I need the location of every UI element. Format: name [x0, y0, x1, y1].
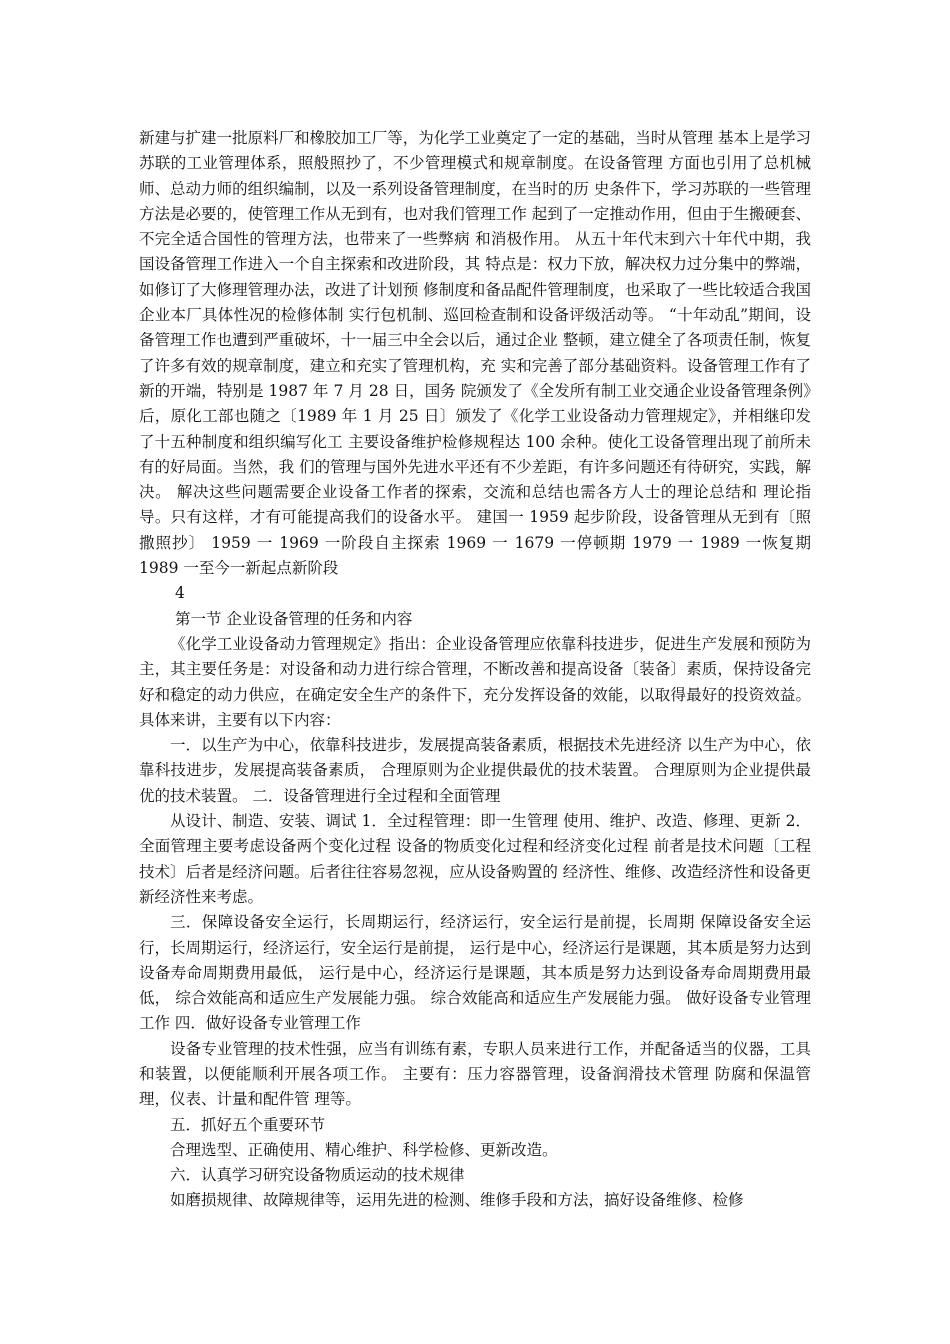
intro-paragraph: 新建与扩建一批原料厂和橡胶加工厂等，为化学工业奠定了一定的基础，当时从管理 基本上是学习苏联的工业管理体系，照般照抄了，不少管理模式和规章制度。在设备管理 方面也引用了总机械师、总动力师的组织编制，以及一系列设备管理制度，在当时的历 史条件下，学习苏联的一些管理方法是必要的，使管理工作从无到有，也对我们管理工作 起到了一定推动作用，但由于生搬硬套、不完全适合国性的管理方法，也带来了一些弊病 和消极作用。 从五十年代末到六十年代中期，我国设备管理工作进入一个自主探索和改进阶段，其 特点是：权力下放，解决权力过分集中的弊端，如修订了大修理管理办法，改进了计划预 修制度和备品配件管理制度，也采取了一些比较适合我国企业本厂具体性况的检修体制 实行包机制、巡回检查制和设备评级活动等。 “十年动乱”期间，设备管理工作也遭到严重破坏，十一届三中全会以后，通过企业 整顿，建立健全了各项责任制，恢复了许多有效的规章制度，建立和充实了管理机构，充 实和完善了部分基础资料。设备管理工作有了新的开端，特别是 1987 年 7 月 28 日，国务 院颁发了《全发所有制工业交通企业设备管理条例》后，原化工部也随之〔1989 年 1 月 25 日〕颁发了《化学工业设备动力管理规定》，并相继印发了十五种制度和组织编写化工 主要设备维护检修规程达 100 余种。使化工设备管理出现了前所未有的好局面。当然，我 们的管理与国外先进水平还有不少差距，有许多问题还有待研究，实践，解决。 解决这些问题需要企业设备工作者的探索，交流和总结也需各方人士的理论总结和 理论指导。只有这样，才有可能提高我们的设备水平。 建国一 1959 起步阶段，设备管理从无到有〔照撒照抄〕 1959 一 1969 一阶段自主探索 1969 一 1679 一停顿期 1979 一 1989 一恢复期 1989 一至今一新起点新阶段: [139, 129, 811, 578]
item-3-paragraph: 三．保障设备安全运行，长周期运行，经济运行，安全运行是前提，长周期 保障设备安全运行，长周期运行，经济运行，安全运行是前提， 运行是中心，经济运行是课题，其本质是努力达到设备寿命周期费用最低， 运行是中心，经济运行是课题，其本质是努力达到设备寿命周期费用最低， 综合效能高和适应生产发展能力强。 综合效能高和适应生产发展能力强。 做好设备专业管理工作 四．做好设备专业管理工作: [139, 913, 811, 1033]
item-6-title: 六．认真学习研究设备物质运动的技术规律: [170, 1166, 465, 1185]
document-page: [139, 126, 811, 1214]
item-4-body: 设备专业管理的技术性强，应当有训练有素，专职人员来进行工作，并配备适当的仪器，工具和装置，以便能顺利开展各项工作。 主要有：压力容器管理，设备润滑技术管理 防腐和保温管理，仪表、计量和配件管 理等。: [139, 1039, 811, 1109]
item-2-body: 从设计、制造、安装、调试 1．全过程管理：即一生管理 使用、维护、改造、修理、更新 2．全面管理主要考虑设备两个变化过程 设备的物质变化过程和经济变化过程 前者是技术问题〔工程技术〕后者是经济问题。后者往往容易忽视，应从设备购置的 经济性、维修、改造经济性和设备更新经济性来考虑。: [139, 812, 811, 906]
item-5-title: 五．抓好五个重要环节: [170, 1115, 326, 1134]
page-number: 4: [175, 584, 185, 603]
item-1-paragraph: 一．以生产为中心，依靠科技进步，发展提高装备素质，根据技术先进经济 以生产为中心，依靠科技进步，发展提高装备素质， 合理原则为企业提供最优的技术装置。 合理原则为企业提供最优的技术装置。 二．设备管理进行全过程和全面管理: [139, 736, 811, 805]
section-title: 第一节 企业设备管理的任务和内容: [175, 609, 413, 628]
regulation-paragraph: 《化学工业设备动力管理规定》指出：企业设备管理应依靠科技进步，促进生产发展和预防为主，其主要任务是：对设备和动力进行综合管理，不断改善和提高设备〔装备〕素质，保持设备完好和稳定的动力供应，在确定安全生产的条件下，充分发挥设备的效能，以取得最好的投资效益。 具体来讲，主要有以下内容：: [139, 634, 811, 729]
item-6-body: 如磨损规律、故障规律等，运用先进的检测、维修手段和方法，搞好设备维修、检修: [170, 1191, 744, 1210]
item-5-body: 合理选型、正确使用、精心维护、科学检修、更新改造。: [170, 1140, 558, 1159]
